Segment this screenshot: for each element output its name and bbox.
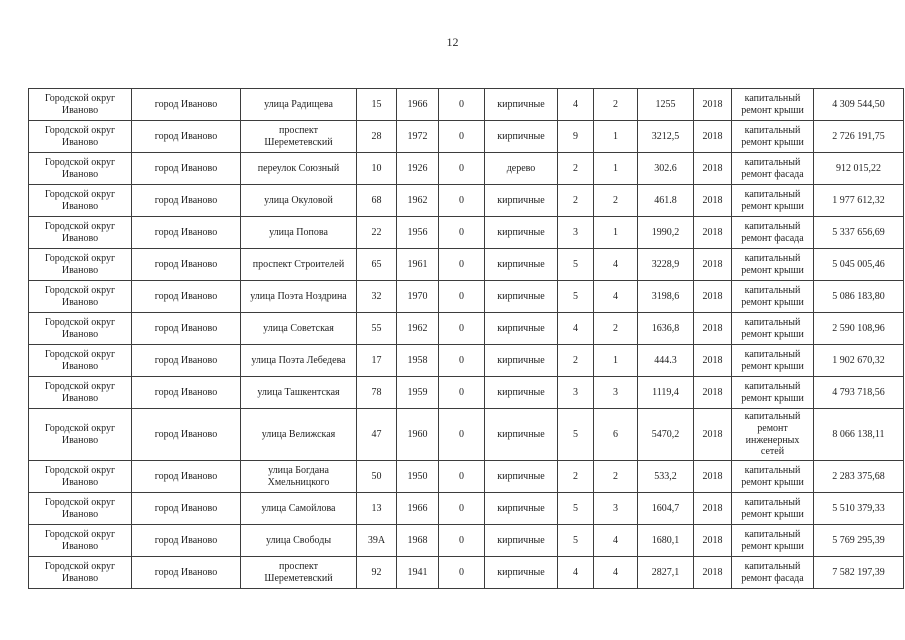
cell-floors: 3 (558, 217, 594, 249)
cell-wall-material: кирпичные (485, 377, 558, 409)
cell-year-built: 1926 (397, 153, 439, 185)
cell-year-built: 1958 (397, 345, 439, 377)
cell-district: Городской округ Иваново (29, 345, 132, 377)
cell-repair-type: капитальный ремонт крыши (732, 377, 814, 409)
cell-entrances: 3 (594, 377, 638, 409)
cell-repair-year: 2018 (694, 249, 732, 281)
cell-year-built: 1960 (397, 409, 439, 461)
cell-repair-year: 2018 (694, 525, 732, 557)
cell-street: проспект Шереметевский (241, 557, 357, 589)
cell-col-zero: 0 (439, 121, 485, 153)
cell-area: 3212,5 (638, 121, 694, 153)
cell-city: город Иваново (132, 185, 241, 217)
table-row (29, 493, 904, 525)
cell-repair-type: капитальный ремонт крыши (732, 313, 814, 345)
cell-wall-material: кирпичные (485, 493, 558, 525)
cell-city: город Иваново (132, 525, 241, 557)
cell-city: город Иваново (132, 217, 241, 249)
cell-year-built: 1968 (397, 525, 439, 557)
cell-repair-type: капитальный ремонт крыши (732, 185, 814, 217)
table-row (29, 89, 904, 121)
cell-cost: 912 015,22 (814, 153, 904, 185)
cell-col-zero: 0 (439, 281, 485, 313)
cell-area: 1636,8 (638, 313, 694, 345)
cell-wall-material: кирпичные (485, 313, 558, 345)
cell-entrances: 4 (594, 525, 638, 557)
cell-repair-year: 2018 (694, 493, 732, 525)
cell-year-built: 1966 (397, 493, 439, 525)
table-row (29, 525, 904, 557)
cell-repair-type: капитальный ремонт крыши (732, 493, 814, 525)
cell-entrances: 4 (594, 557, 638, 589)
cell-city: город Иваново (132, 345, 241, 377)
cell-entrances: 1 (594, 345, 638, 377)
cell-house-number: 68 (357, 185, 397, 217)
cell-repair-type: капитальный ремонт фасада (732, 153, 814, 185)
cell-entrances: 1 (594, 121, 638, 153)
cell-district: Городской округ Иваново (29, 557, 132, 589)
cell-floors: 2 (558, 461, 594, 493)
cell-area: 533,2 (638, 461, 694, 493)
cell-repair-type: капитальный ремонт фасада (732, 217, 814, 249)
cell-district: Городской округ Иваново (29, 377, 132, 409)
cell-street: переулок Союзный (241, 153, 357, 185)
cell-repair-year: 2018 (694, 217, 732, 249)
cell-house-number: 78 (357, 377, 397, 409)
repair-program-table (28, 88, 904, 589)
cell-wall-material: кирпичные (485, 249, 558, 281)
page-number: 12 (446, 35, 459, 49)
cell-wall-material: кирпичные (485, 557, 558, 589)
cell-year-built: 1941 (397, 557, 439, 589)
table-row (29, 313, 904, 345)
cell-floors: 4 (558, 313, 594, 345)
cell-col-zero: 0 (439, 217, 485, 249)
cell-cost: 2 726 191,75 (814, 121, 904, 153)
cell-district: Городской округ Иваново (29, 249, 132, 281)
cell-wall-material: кирпичные (485, 409, 558, 461)
cell-col-zero: 0 (439, 89, 485, 121)
cell-repair-type: капитальный ремонт крыши (732, 281, 814, 313)
cell-district: Городской округ Иваново (29, 525, 132, 557)
cell-house-number: 50 (357, 461, 397, 493)
cell-floors: 2 (558, 153, 594, 185)
cell-city: город Иваново (132, 121, 241, 153)
cell-col-zero: 0 (439, 345, 485, 377)
cell-cost: 4 793 718,56 (814, 377, 904, 409)
cell-house-number: 65 (357, 249, 397, 281)
cell-cost: 2 283 375,68 (814, 461, 904, 493)
cell-house-number: 55 (357, 313, 397, 345)
cell-city: город Иваново (132, 377, 241, 409)
cell-year-built: 1970 (397, 281, 439, 313)
cell-house-number: 92 (357, 557, 397, 589)
cell-house-number: 22 (357, 217, 397, 249)
cell-area: 302.6 (638, 153, 694, 185)
cell-city: город Иваново (132, 313, 241, 345)
cell-house-number: 28 (357, 121, 397, 153)
cell-col-zero: 0 (439, 525, 485, 557)
cell-district: Городской округ Иваново (29, 493, 132, 525)
cell-street: улица Богдана Хмельницкого (241, 461, 357, 493)
cell-wall-material: кирпичные (485, 121, 558, 153)
cell-col-zero: 0 (439, 461, 485, 493)
cell-house-number: 10 (357, 153, 397, 185)
cell-repair-type: капитальный ремонт крыши (732, 121, 814, 153)
cell-cost: 5 769 295,39 (814, 525, 904, 557)
cell-cost: 1 902 670,32 (814, 345, 904, 377)
table-row (29, 153, 904, 185)
cell-city: город Иваново (132, 281, 241, 313)
cell-col-zero: 0 (439, 409, 485, 461)
cell-floors: 5 (558, 525, 594, 557)
cell-floors: 5 (558, 249, 594, 281)
cell-district: Городской округ Иваново (29, 409, 132, 461)
cell-repair-year: 2018 (694, 89, 732, 121)
cell-col-zero: 0 (439, 249, 485, 281)
cell-cost: 5 337 656,69 (814, 217, 904, 249)
cell-area: 1119,4 (638, 377, 694, 409)
cell-street: улица Поэта Ноздрина (241, 281, 357, 313)
cell-floors: 5 (558, 281, 594, 313)
cell-col-zero: 0 (439, 557, 485, 589)
cell-area: 444.3 (638, 345, 694, 377)
cell-area: 461.8 (638, 185, 694, 217)
table-row (29, 217, 904, 249)
cell-wall-material: кирпичные (485, 345, 558, 377)
cell-entrances: 4 (594, 249, 638, 281)
cell-city: город Иваново (132, 461, 241, 493)
cell-street: улица Окуловой (241, 185, 357, 217)
cell-street: проспект Шереметевский (241, 121, 357, 153)
cell-district: Городской округ Иваново (29, 121, 132, 153)
cell-cost: 8 066 138,11 (814, 409, 904, 461)
table-row (29, 557, 904, 589)
cell-repair-year: 2018 (694, 313, 732, 345)
cell-area: 1255 (638, 89, 694, 121)
cell-wall-material: кирпичные (485, 217, 558, 249)
cell-repair-type: капитальный ремонт крыши (732, 249, 814, 281)
cell-repair-year: 2018 (694, 377, 732, 409)
table-row (29, 185, 904, 217)
cell-repair-type: капитальный ремонт инженерных сетей (732, 409, 814, 461)
cell-repair-year: 2018 (694, 281, 732, 313)
table-row (29, 345, 904, 377)
cell-cost: 1 977 612,32 (814, 185, 904, 217)
cell-city: город Иваново (132, 153, 241, 185)
cell-repair-year: 2018 (694, 185, 732, 217)
cell-district: Городской округ Иваново (29, 461, 132, 493)
cell-year-built: 1972 (397, 121, 439, 153)
cell-wall-material: кирпичные (485, 461, 558, 493)
cell-wall-material: дерево (485, 153, 558, 185)
cell-repair-year: 2018 (694, 557, 732, 589)
cell-house-number: 39А (357, 525, 397, 557)
cell-repair-year: 2018 (694, 461, 732, 493)
table-row (29, 249, 904, 281)
table-row (29, 377, 904, 409)
cell-repair-year: 2018 (694, 409, 732, 461)
cell-house-number: 32 (357, 281, 397, 313)
cell-year-built: 1962 (397, 313, 439, 345)
cell-area: 1990,2 (638, 217, 694, 249)
cell-entrances: 4 (594, 281, 638, 313)
cell-wall-material: кирпичные (485, 185, 558, 217)
cell-house-number: 13 (357, 493, 397, 525)
cell-area: 3198,6 (638, 281, 694, 313)
cell-entrances: 2 (594, 313, 638, 345)
table-row (29, 461, 904, 493)
table-row (29, 121, 904, 153)
cell-house-number: 47 (357, 409, 397, 461)
cell-floors: 4 (558, 89, 594, 121)
cell-street: улица Ташкентская (241, 377, 357, 409)
cell-floors: 3 (558, 377, 594, 409)
cell-city: город Иваново (132, 249, 241, 281)
cell-entrances: 2 (594, 89, 638, 121)
cell-city: город Иваново (132, 89, 241, 121)
cell-floors: 5 (558, 493, 594, 525)
cell-street: улица Радищева (241, 89, 357, 121)
cell-year-built: 1950 (397, 461, 439, 493)
cell-city: город Иваново (132, 557, 241, 589)
cell-area: 5470,2 (638, 409, 694, 461)
cell-area: 1604,7 (638, 493, 694, 525)
cell-wall-material: кирпичные (485, 89, 558, 121)
cell-cost: 7 582 197,39 (814, 557, 904, 589)
cell-year-built: 1966 (397, 89, 439, 121)
cell-repair-type: капитальный ремонт крыши (732, 345, 814, 377)
cell-street: улица Поэта Лебедева (241, 345, 357, 377)
cell-year-built: 1959 (397, 377, 439, 409)
cell-house-number: 15 (357, 89, 397, 121)
cell-floors: 2 (558, 185, 594, 217)
cell-area: 1680,1 (638, 525, 694, 557)
cell-street: проспект Строителей (241, 249, 357, 281)
cell-repair-type: капитальный ремонт крыши (732, 89, 814, 121)
cell-repair-year: 2018 (694, 121, 732, 153)
cell-area: 3228,9 (638, 249, 694, 281)
cell-repair-type: капитальный ремонт крыши (732, 525, 814, 557)
table-row (29, 281, 904, 313)
cell-repair-year: 2018 (694, 345, 732, 377)
cell-col-zero: 0 (439, 313, 485, 345)
cell-street: улица Советская (241, 313, 357, 345)
cell-street: улица Велижская (241, 409, 357, 461)
table-body (29, 89, 904, 589)
cell-entrances: 1 (594, 153, 638, 185)
cell-repair-type: капитальный ремонт крыши (732, 461, 814, 493)
cell-repair-type: капитальный ремонт фасада (732, 557, 814, 589)
cell-city: город Иваново (132, 493, 241, 525)
cell-street: улица Попова (241, 217, 357, 249)
cell-wall-material: кирпичные (485, 525, 558, 557)
cell-district: Городской округ Иваново (29, 313, 132, 345)
table-row (29, 409, 904, 461)
cell-entrances: 6 (594, 409, 638, 461)
cell-street: улица Самойлова (241, 493, 357, 525)
cell-year-built: 1956 (397, 217, 439, 249)
cell-district: Городской округ Иваново (29, 185, 132, 217)
cell-district: Городской округ Иваново (29, 153, 132, 185)
cell-house-number: 17 (357, 345, 397, 377)
cell-col-zero: 0 (439, 153, 485, 185)
cell-col-zero: 0 (439, 377, 485, 409)
cell-street: улица Свободы (241, 525, 357, 557)
cell-entrances: 2 (594, 185, 638, 217)
cell-year-built: 1962 (397, 185, 439, 217)
cell-district: Городской округ Иваново (29, 89, 132, 121)
cell-cost: 2 590 108,96 (814, 313, 904, 345)
cell-wall-material: кирпичные (485, 281, 558, 313)
cell-floors: 5 (558, 409, 594, 461)
cell-cost: 5 510 379,33 (814, 493, 904, 525)
cell-entrances: 2 (594, 461, 638, 493)
cell-district: Городской округ Иваново (29, 217, 132, 249)
cell-cost: 5 086 183,80 (814, 281, 904, 313)
cell-floors: 9 (558, 121, 594, 153)
cell-entrances: 3 (594, 493, 638, 525)
cell-repair-year: 2018 (694, 153, 732, 185)
cell-col-zero: 0 (439, 185, 485, 217)
cell-col-zero: 0 (439, 493, 485, 525)
cell-cost: 5 045 005,46 (814, 249, 904, 281)
cell-area: 2827,1 (638, 557, 694, 589)
cell-year-built: 1961 (397, 249, 439, 281)
cell-entrances: 1 (594, 217, 638, 249)
cell-city: город Иваново (132, 409, 241, 461)
cell-floors: 4 (558, 557, 594, 589)
cell-district: Городской округ Иваново (29, 281, 132, 313)
cell-floors: 2 (558, 345, 594, 377)
cell-cost: 4 309 544,50 (814, 89, 904, 121)
